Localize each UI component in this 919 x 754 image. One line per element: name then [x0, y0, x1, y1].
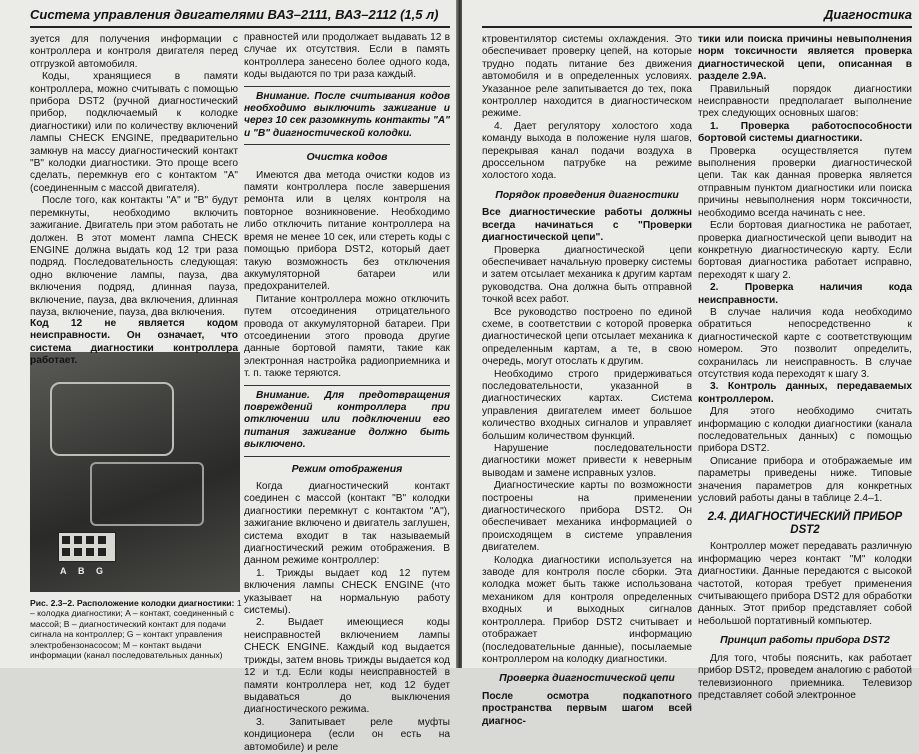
key-statement: тики или поиска причины невыполнения норм токсичности является проверка диагностической цепи, описанная в разделе 2.9А. [698, 34, 912, 83]
paragraph: 2. Выдает имеющиеся коды неисправностей включением лампы CHECK ENGINE. Каждый код выдается трижды, затем вновь трижды выдается код 12 и т.д. Если коды неисправностей в памяти контроллера нет, код 12 будет выдаваться до выключения диагностического режима. [244, 617, 450, 716]
paragraph: Если бортовая диагностика не работает, проверка диагностической цепи выводит на конкретную диагностическую карту. Если бортовая диагностика работает исправно, переходят к шагу 2. [698, 220, 912, 281]
step-heading: 1. Проверка работоспособности бортовой системы диагностики. [698, 120, 912, 145]
paragraph: 3. Запитывает реле муфты кондиционера (если он есть на автомобиле) и реле [244, 716, 450, 753]
right-column-2 [698, 34, 912, 701]
diagnostic-connector-figure [30, 352, 240, 592]
section-heading: Проверка диагностической цепи [499, 672, 675, 685]
paragraph: Питание контроллера можно отключить путем отсоединения отрицательного провода от аккумуляторной батареи. При отсоединении этого провода другие данные бортовой памяти, такие как электронная настройка радиоприемника и т. п. также теряются. [244, 293, 450, 380]
paragraph: Коды, хранящиеся в памяти контроллера, можно считывать с помощью прибора DST2 (ручной диагностический прибор, подключаемый к колодке диагностики) или по количеству включений лампы CHECK ENGINE, предварительно замкнув на массу диагностический контакт "B" колодки диагностики. Это проще всего сделать, перемкнув его с контактом "A" (соединенным с массой двигателя). [30, 71, 238, 194]
right-page [462, 0, 919, 727]
paragraph: Нарушение последовательности диагностики может привести к неверным выводам и замене исправных узлов. [482, 443, 692, 479]
key-statement: После осмотра подкапотного пространства первым шагом всей диагнос- [482, 690, 692, 727]
step-heading: 2. Проверка наличия кода неисправности. [698, 282, 912, 306]
paragraph: Проверка диагностической цепи обеспечивает начальную проверку системы и затем отсылает механика к другим картам руководства. Она должна быть отправной точкой всех работ. [482, 244, 692, 306]
figure-caption [30, 598, 242, 664]
caption-text: 1 – колодка диагностики; A – контакт, соединенный с массой; B – диагностический контакт для подачи сигнала на контроллер; G – контакт управления электробензонасосом; M – контакт выдачи информации (канал последовательных данных) [30, 598, 242, 661]
left-page [0, 0, 458, 753]
right-column-1 [482, 34, 692, 727]
paragraph: После того, как контакты "A" и "B" будут перемкнуты, необходимо включить зажигание. Двигатель при этом работать не должен. В этот момент лампа CHECK ENGINE должна выдать код 12 три раза подряд. Последовательность следующая: одно включение лампы, пауза, два включения подряд, длинная пауза, включение, пауза, два включения, длинная пауза, включение, пауза, два включения. [30, 195, 238, 318]
paragraph: Для того, чтобы пояснить, как работает прибор DST2, проведем аналогию с работой телевизионного приемника. Телевизор представляет собой электронное [698, 652, 912, 701]
paragraph: зуется для получения информации с контроллера и контроля двигателя перед отгрузкой автомобиля. [30, 34, 238, 70]
paragraph: Описание прибора и отображаемые им параметры приведены ниже. Типовые значения параметров для конкретных условий работы даны в таблице 2.4–1. [698, 455, 912, 505]
section-heading: Очистка кодов [306, 151, 388, 164]
page-header-left: Система управления двигателями ВАЗ–2111, ВАЗ–2112 (1,5 л) [30, 6, 450, 28]
left-column-2 [244, 32, 450, 753]
paragraph: В случае наличия кода необходимо обратиться непосредственно к диагностической карте с соответствующим номером. Это позволит определить, сохранилась ли неисправность. В случае отсутствия кода переходят к шагу 3. [698, 306, 912, 380]
paragraph: Проверка осуществляется путем выполнения проверки диагностической цепи. Так как данная проверка является отправным пунктом диагностики или поиска причины невыполнения норм токсичности, необходимо всегда начинать с нее. [698, 145, 912, 219]
page-header-right: Диагностика [482, 6, 912, 28]
left-column-1 [30, 34, 238, 350]
left-column-1-bold [30, 318, 238, 367]
paragraph: ктровентилятор системы охлаждения. Это обеспечивает проверку цепей, на которые трудно подать питание без движения автомобиля и в определенных условиях. Указанное реле запитывается до тех, пока контроллер находится в диагностическом режиме. [482, 34, 692, 120]
warning-note: Внимание. Для предотвращения повреждений контроллера при отключении или подключении его питания зажигание должно быть выключено. [244, 389, 450, 451]
figure-label-a: A [60, 566, 67, 576]
paragraph: правностей или продолжает выдавать 12 в случае их отсутствия. Если в память контроллера занесено более одного кода, коды выдаются по три раза каждый. [244, 32, 450, 81]
paragraph: Для этого необходимо считать информацию с колодки диагностики (канала последовательных данных) с помощью прибора DST2. [698, 406, 912, 455]
paragraph: Колодка диагностики используется на заводе для контроля после сборки. Эта колодка может быть также использована механиком для контроля определенных входных и выходных сигналов контроллера. Прибор DST2 считывает и отображает информацию (последовательные данные), посылаемые контроллером на колодку диагностики. [482, 554, 692, 665]
paragraph: 4. Дает регулятору холостого хода команду выхода в положение нуля шагов, перекрывая канал подачи воздуха в дроссельном патрубке на режиме холостого хода. [482, 120, 692, 182]
paragraph: Правильный порядок диагностики неисправности предполагает выполнение трех следующих основных шагов: [698, 83, 912, 120]
paragraph: Необходимо строго придерживаться последовательности, указанной в диагностических картах. Система управления двигателем имеет большое количество входных сигналов и управляет большим количеством функций. [482, 368, 692, 442]
step-heading: 3. Контроль данных, передаваемых контроллером. [698, 381, 912, 405]
key-statement: Все диагностические работы должны всегда начинаться с "Проверки диагностической цепи". [482, 207, 692, 244]
figure-label-g: G [96, 566, 104, 576]
section-heading: Порядок проведения диагностики [495, 188, 679, 201]
paragraph: Имеются два метода очистки кодов из памяти контроллера после завершения ремонта или в целях контроля на повторное возникновение. Необходимо либо отключить питание контроллера на время не менее 10 сек, или стереть коды с помощью прибора DST2, который дает такую возможность без отключения аккумуляторной батареи или предохранителей. [244, 169, 450, 293]
paragraph: Когда диагностический контакт соединен с массой (контакт "B" колодки диагностики перемкнут с контактом "A"), зажигание включено и двигатель заглушен, система входит в так называемый диагностический режим отображения. В данном режиме контроллер: [244, 481, 450, 567]
key-statement: Код 12 не является кодом неисправности. Он означает, что система диагностики контроллера работает. [30, 318, 238, 367]
warning-note: Внимание. После считывания кодов необходимо выключить зажигание и через 10 сек разомкнуть контакты "A" и "B" диагностической колодки. [244, 90, 450, 139]
paragraph: Диагностические карты по возможности построены на применении диагностического прибора DST2. Он обеспечивает механика информацией о происходящем в системе управления двигателем. [482, 480, 692, 554]
figure-label-b: B [78, 566, 85, 576]
paragraph: 1. Трижды выдает код 12 путем включения лампы CHECK ENGINE (что указывает на нормальную работу системы). [244, 567, 450, 617]
section-heading: Принцип работы прибора DST2 [720, 634, 890, 647]
paragraph: Контроллер может передавать различную информацию через контакт "M" колодки диагностики. Данные передаются с высокой частотой, которая требует применения считывающего прибора DST2 для обработки данных. Этот прибор представляет собой небольшой портативный компьютер. [698, 541, 912, 627]
caption-title: Рис. 2.3–2. Расположение колодки диагностики: [30, 598, 235, 608]
paragraph: Все руководство построено по единой схеме, в соответствии с которой проверка диагностической цепи отсылает механика к определенным картам, а те, в свою очередь, могут отослать к другим. [482, 306, 692, 368]
chapter-heading: 2.4. ДИАГНОСТИЧЕСКИЙ ПРИБОР DST2 [707, 511, 903, 537]
section-heading: Режим отображения [291, 462, 403, 475]
